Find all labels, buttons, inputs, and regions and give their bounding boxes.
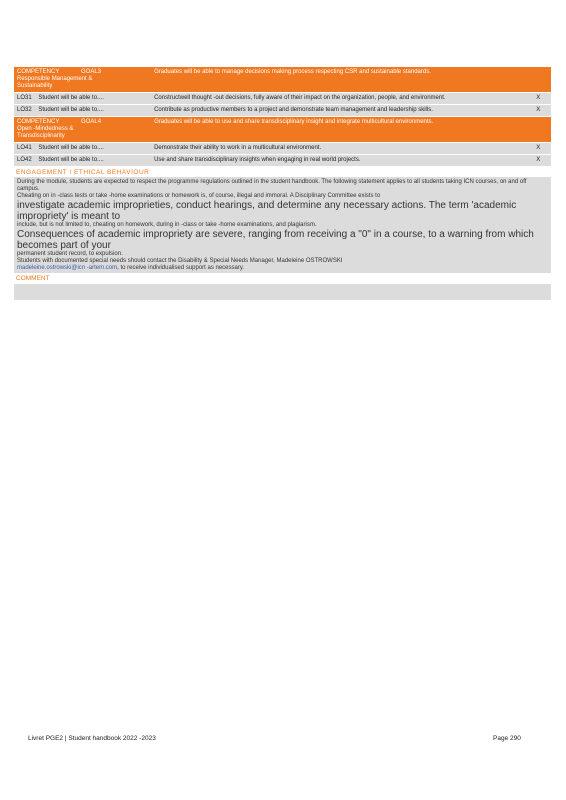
- objective-code: LO42 Student will be able to....: [14, 155, 151, 166]
- footer-left: Livret PGE2 | Student handbook 2022 -2023: [28, 735, 156, 742]
- goal-description: Graduates will be able to manage decisions making process respecting CSR and sustainable standards.: [151, 67, 525, 92]
- comment-title: COMMENT: [16, 275, 50, 282]
- engagement-paragraph: During the module, students are expected to respect the programme regulations outlined in the student handbook. The following statement applies to all students taking ICN courses, on and off campus.: [17, 179, 527, 192]
- objective-mark: X: [525, 93, 551, 104]
- engagement-paragraph: investigate academic improprieties, conduct hearings, and determine any necessary actions. The term 'academic impropriety' is meant to: [17, 200, 517, 222]
- objective-row: [14, 143, 551, 154]
- objective-row: [14, 105, 551, 116]
- email-link[interactable]: madeleine.ostrowski@icn -artem.com: [17, 265, 118, 271]
- goal-header-label: COMPETENCY GOAL4 Open -Mindedness & Transdisciplinarity: [14, 117, 151, 142]
- objective-mark: X: [525, 155, 551, 166]
- engagement-title: ENGAGEMENT ! ETHICAL BEHAVIOUR: [16, 169, 150, 176]
- engagement-paragraph: permanent student record, to expulsion.: [17, 251, 123, 257]
- goal-description: Graduates will be able to use and share transdisciplinary insight and integrate multicultural environments.: [151, 117, 525, 142]
- objective-text: Contribute as productive members to a project and demonstrate team management and leadership skills.: [151, 105, 525, 116]
- engagement-paragraph: Students with documented special needs should contact the Disability & Special Needs Manager, Madeleine OSTROWSKI: [17, 258, 343, 264]
- objective-row: [14, 93, 551, 104]
- engagement-paragraph: Consequences of academic impropriety are severe, ranging from receiving a "0" in a course, to a warning from which becomes part of your: [17, 229, 534, 251]
- goal-header-row: [14, 117, 551, 142]
- objective-code: LO32 Student will be able to....: [14, 105, 151, 116]
- competency-table: [14, 66, 551, 167]
- page-number: Page 290: [493, 735, 521, 742]
- objective-code: LO41 Student will be able to....: [14, 143, 151, 154]
- page: [14, 66, 551, 300]
- objective-text: Use and share transdisciplinary insights when engaging in real world projects.: [151, 155, 525, 166]
- objective-code: LO31 Student will be able to....: [14, 93, 151, 104]
- objective-mark: X: [525, 143, 551, 154]
- objective-row: [14, 155, 551, 166]
- goal-header-row: [14, 67, 551, 92]
- engagement-box: [14, 177, 551, 273]
- comment-box: [14, 284, 551, 300]
- goal-header-label: COMPETENCY GOAL3 Responsible Management & Sustainability: [14, 67, 151, 92]
- objective-mark: X: [525, 105, 551, 116]
- engagement-paragraph: include, but is not limited to, cheating on homework, during in -class or take -home examinations, and plagiarism.: [17, 222, 317, 228]
- objective-text: Constructwell thought -out decisions, fully aware of their impact on the organization, people, and environment.: [151, 93, 525, 104]
- objective-text: Demonstrate their ability to work in a multicultural environment.: [151, 143, 525, 154]
- engagement-paragraph: madeleine.ostrowski@icn -artem.com, to receive individualised support as necessary.: [17, 265, 245, 271]
- engagement-paragraph: Cheating on in -class tests or take -home examinations or homework is, of course, illegal and immoral. A Disciplinary Committee exists to: [17, 193, 381, 199]
